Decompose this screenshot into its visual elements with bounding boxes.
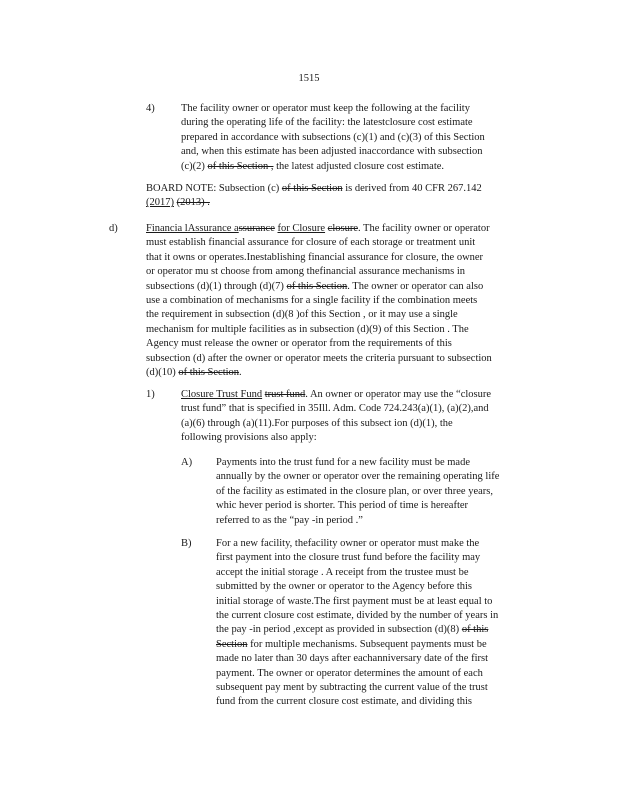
item-a-text — [216, 456, 541, 528]
item-4-label: 4) — [146, 103, 155, 114]
text-line: For a new facility, thefacility owner or operator must make the — [216, 538, 480, 549]
text-line: (a)(6) through (a)(11).For purposes of this subsect ion (d)(1), the — [181, 417, 453, 429]
item-1-text — [181, 388, 536, 446]
text-line: first payment into the closure trust fund before the facility may — [216, 552, 481, 564]
inserted-text: (2017) — [146, 197, 174, 209]
text-line: following provisions also apply: — [181, 432, 317, 444]
deleted-text: trust fund — [264, 389, 306, 400]
text-span: for multiple mechanisms. Subsequent payments must be — [250, 638, 487, 650]
deleted-text: of this — [461, 624, 489, 636]
text-line: the requirement in subsection (d)(8 )of this Section , or it may use a single — [146, 309, 458, 321]
deleted-text: of this Section — [281, 183, 343, 194]
text-span: . An owner or operator may use the “closure — [305, 389, 492, 400]
text-line — [216, 638, 541, 652]
text-line — [181, 160, 526, 174]
text-line — [181, 388, 536, 402]
text-line: Agency must release the owner or operator from the requirements of this — [146, 338, 452, 350]
text-line: use a combination of mechanisms for a single facility if the combination meets — [146, 295, 478, 307]
deleted-text: of this Section , — [207, 160, 274, 172]
text-line — [146, 366, 538, 380]
text-span: . The owner or operator can also — [347, 280, 484, 292]
text-line: must establish financial assurance for closure of each storage or treatment unit — [146, 237, 476, 249]
text-span: . The facility owner or operator — [358, 223, 490, 234]
text-line: subsequent pay ment by subtracting the current value of the trust — [216, 682, 488, 694]
text-line: annually by the owner or operator over the remaining operating life — [216, 471, 500, 483]
text-line: of the facility as estimated in the closure plan, or over three years, — [216, 485, 493, 497]
text-line: The facility owner or operator must keep the following at the facility — [181, 103, 470, 114]
text-span: . — [239, 367, 242, 379]
text-line: subsection (d) after the owner or operator meets the criteria pursuant to subsection — [146, 352, 492, 364]
board-note — [146, 182, 536, 211]
text-line — [216, 623, 541, 637]
text-span: is derived from 40 CFR 267.142 — [345, 183, 482, 194]
text-line: submitted by the owner or operator to the Agency before this — [216, 581, 473, 593]
item-a-label: A) — [181, 457, 193, 468]
inserted-text: for Closure — [277, 223, 326, 234]
text-line — [146, 280, 538, 294]
text-line: made no later than 30 days after eachanniversary date of the first — [216, 653, 489, 665]
deleted-text: of this Section — [178, 367, 240, 379]
text-line: trust fund” that is specified in 35Ill. Adm. Code 724.243(a)(1), (a)(2),and — [181, 403, 489, 415]
inserted-text: Closure Trust Fund — [181, 389, 263, 400]
text-line: the current closure cost estimate, divided by the number of years in — [216, 610, 499, 622]
text-line: Payments into the trust fund for a new facility must be made — [216, 457, 470, 468]
item-1-label: 1) — [146, 389, 155, 400]
deleted-text: (2013) . — [176, 197, 210, 209]
deleted-text: Section — [216, 638, 248, 650]
text-span: the pay -in period ,except as provided in subsection (d)(8) — [216, 624, 460, 636]
text-span: the latest adjusted closure cost estimate. — [276, 160, 445, 172]
deleted-text: ssurance — [238, 223, 275, 234]
section-d-text — [146, 222, 538, 380]
text-line: during the operating life of the facility: the latestclosure cost estimate — [181, 117, 473, 129]
text-line: initial storage of waste.The first payment must be at least equal to — [216, 595, 493, 607]
text-span: BOARD NOTE: Subsection (c) — [146, 183, 280, 194]
text-line: mechanism for multiple facilities as in subsection (d)(9) of this Section . The — [146, 323, 469, 335]
text-line: whic hever period is shorter. This period of time is hereafter — [216, 500, 469, 512]
text-line: fund from the current closure cost estimate, and dividing this — [216, 696, 473, 708]
text-line: that it owns or operates.Inestablishing financial assurance for closure, the owner — [146, 251, 484, 263]
text-line: referred to as the “pay -in period .” — [216, 514, 363, 526]
text-line: accept the initial storage . A receipt from the trustee must be — [216, 566, 469, 578]
text-line — [146, 182, 536, 196]
deleted-text: of this Section — [286, 280, 348, 292]
text-span: subsections (d)(1) through (d)(7) — [146, 280, 284, 292]
section-d-label: d) — [109, 223, 118, 234]
text-line — [146, 222, 538, 236]
text-span: (c)(2) — [181, 160, 205, 172]
item-b-text — [216, 537, 541, 710]
item-4-text — [181, 102, 526, 174]
deleted-text: closure — [327, 223, 358, 234]
text-line: and, when this estimate has been adjusted inaccordance with subsection — [181, 146, 483, 158]
text-line: payment. The owner or operator determines the amount of each — [216, 667, 483, 679]
text-line: prepared in accordance with subsections (c)(1) and (c)(3) of this Section — [181, 131, 485, 143]
page-number: 1515 — [298, 73, 320, 84]
item-b-label: B) — [181, 538, 192, 549]
inserted-text: Financia lAssurance a — [146, 223, 239, 234]
text-line — [146, 196, 536, 210]
text-line: or operator mu st choose from among thefinancial assurance mechanisms in — [146, 266, 465, 278]
text-span: (d)(10) — [146, 367, 176, 379]
